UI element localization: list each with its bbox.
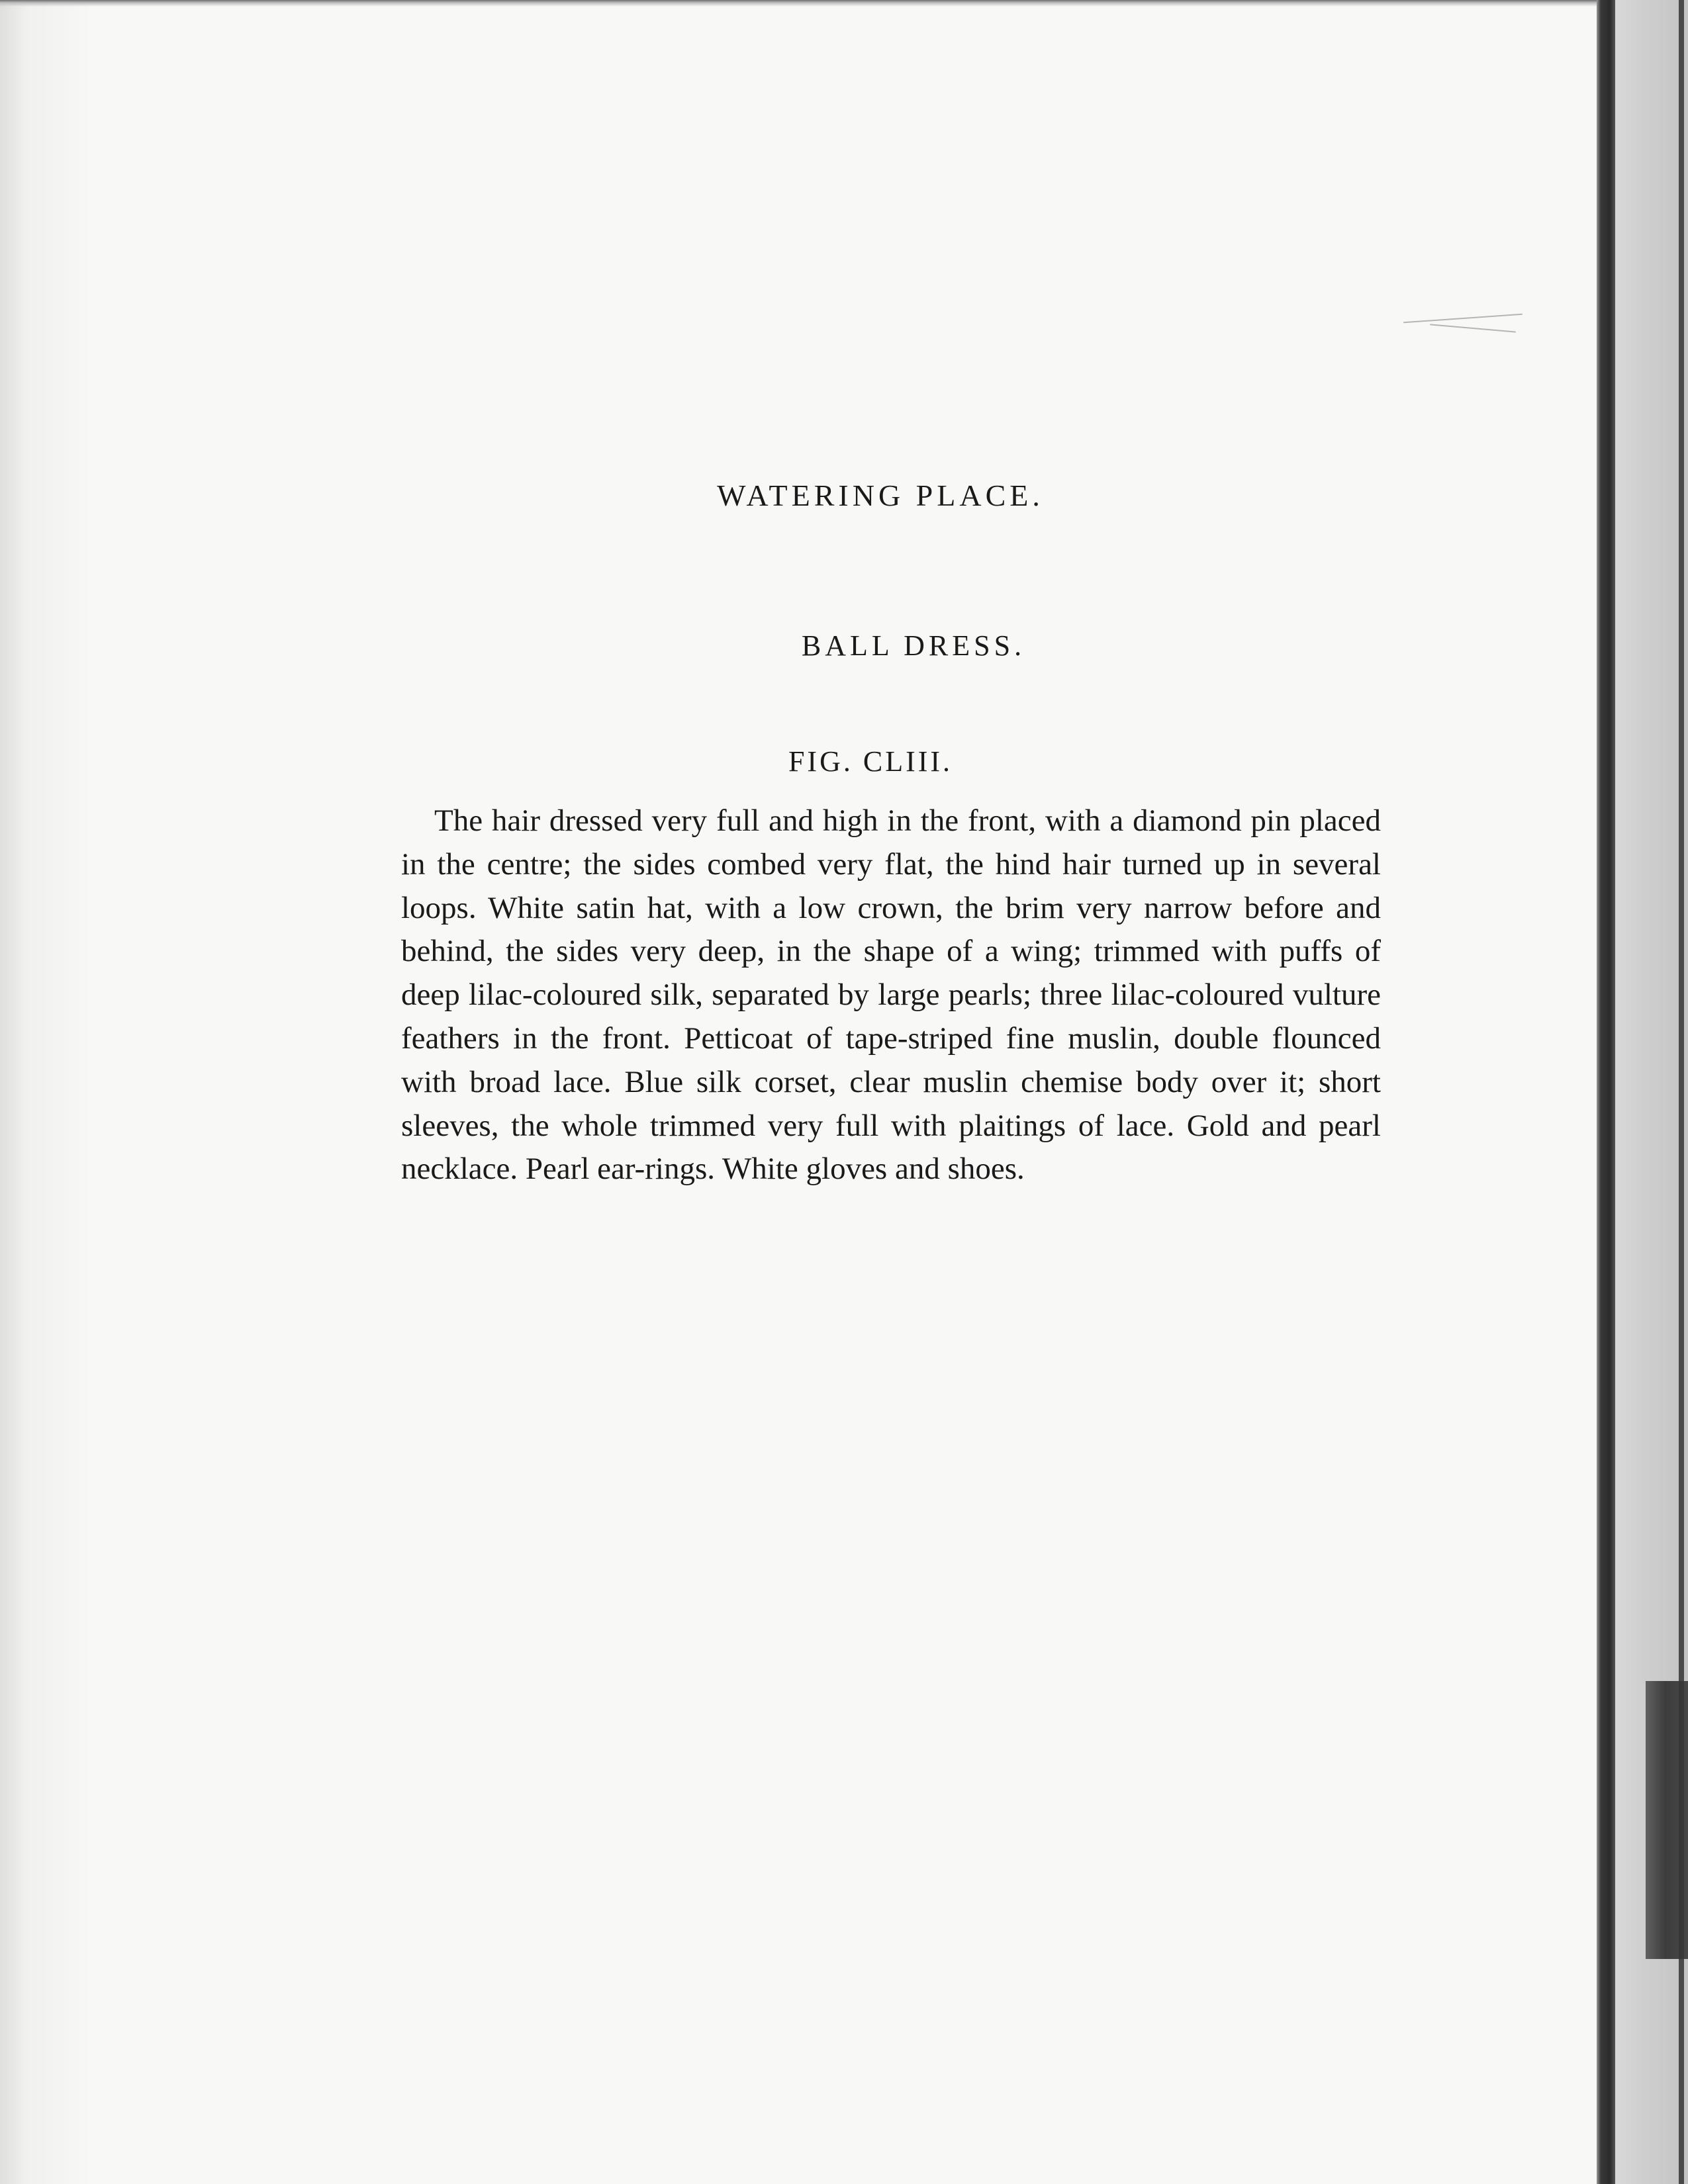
description-text: The hair dressed very full and high in the front, with a diamond pin placed in the centre; the sides combed very flat, the hind hair turned up in several loops. White satin hat, with a low crown, the brim very narrow before and behind, the sides very deep, in the shape of a wing; trimmed with puffs of deep lilac-coloured silk, separated by large pearls; three lilac-coloured vulture feathers in the front. Petticoat of tape-striped fine muslin, double flounced with broad lace. Blue silk corset, clear muslin chemise body over it; short sleeves, the whole trimmed very full with plaitings of lace. Gold and pearl necklace. Pearl ear-rings. White gloves and shoes.: [401, 803, 1381, 1187]
page-heading: WATERING PLACE.: [717, 478, 1044, 512]
paper-scuff: [1403, 314, 1523, 324]
paper-scuff: [1430, 324, 1516, 332]
figure-label: FIG. CLIII.: [788, 745, 953, 778]
edge-stain: [1646, 1681, 1688, 1959]
description-paragraph: [401, 799, 1381, 1191]
binding-shadow: [1597, 0, 1615, 2184]
section-subheading: BALL DRESS.: [801, 629, 1026, 662]
page-top-edge: [0, 0, 1602, 7]
